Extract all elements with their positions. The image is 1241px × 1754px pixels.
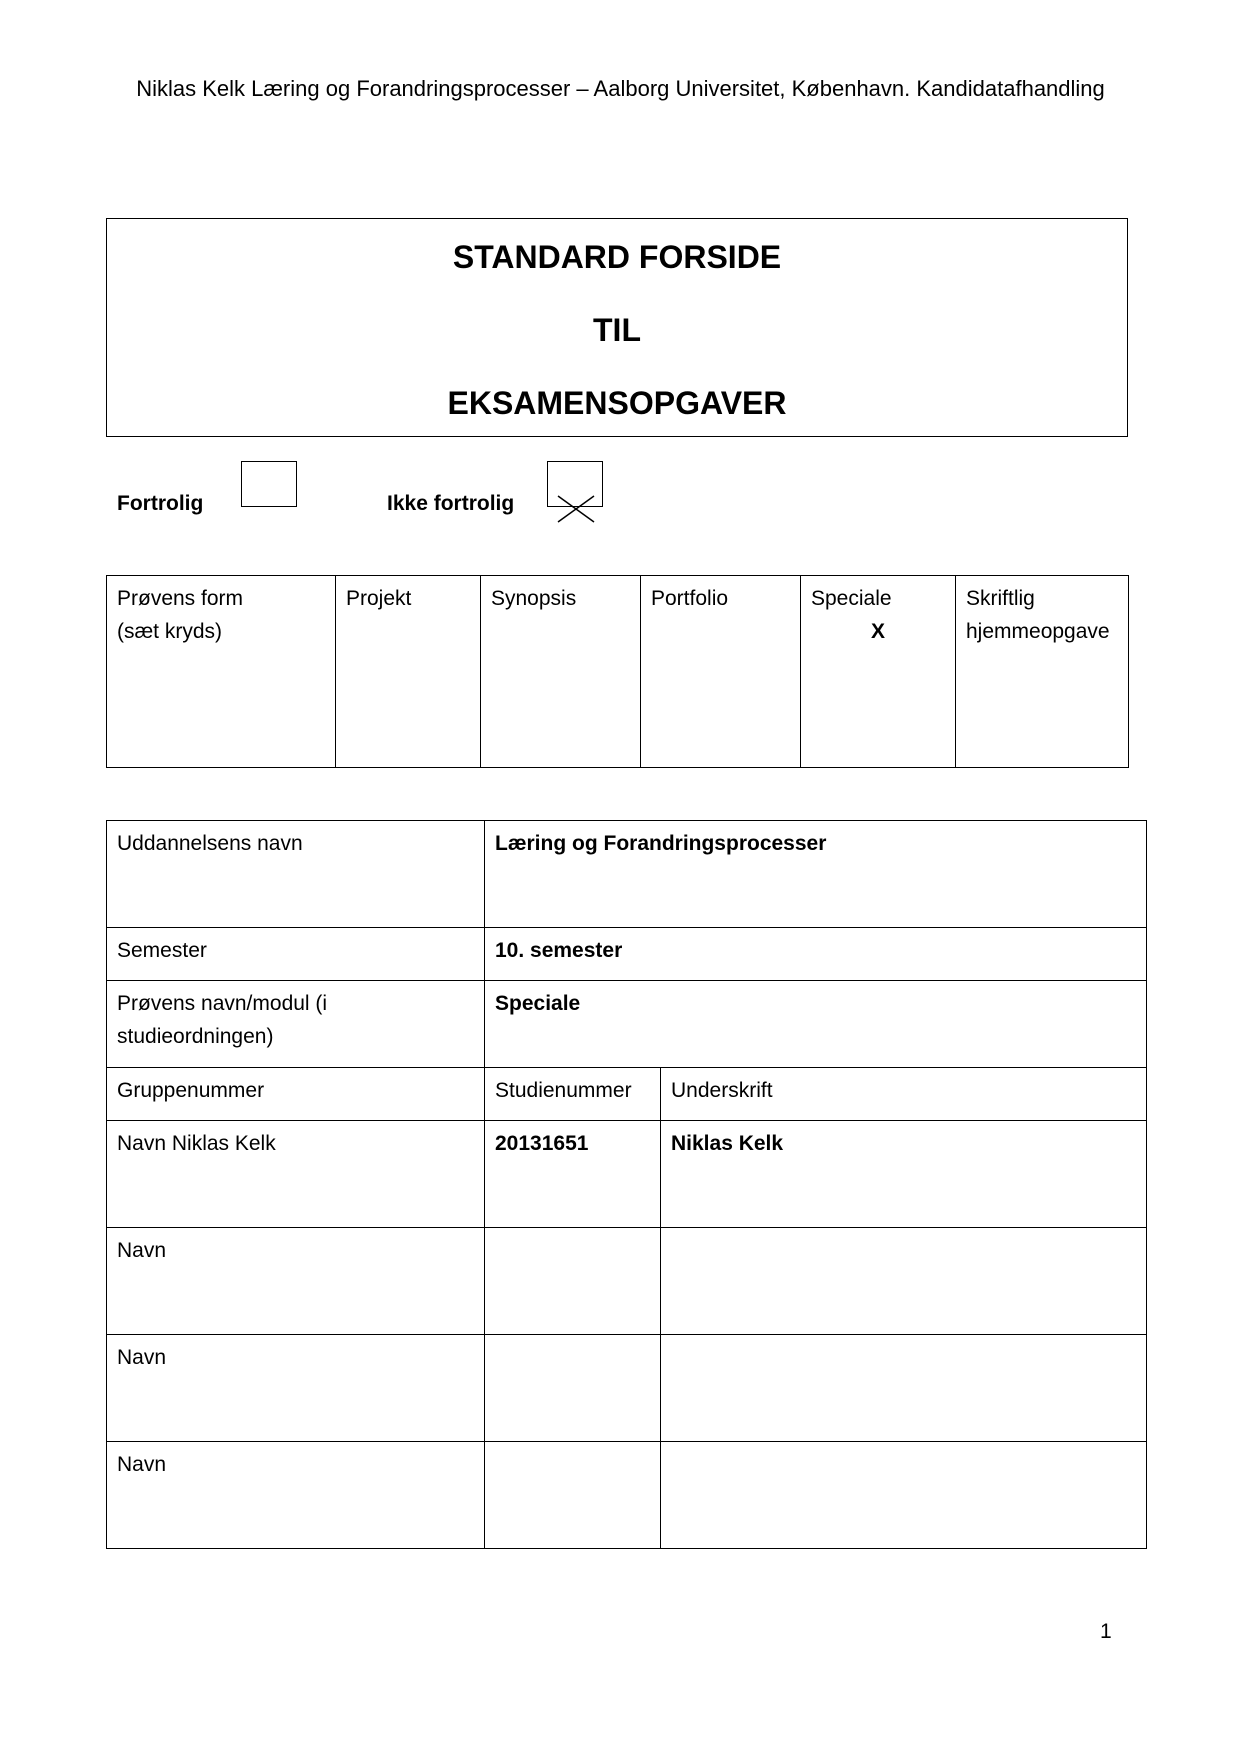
- member-name: Navn: [107, 1335, 485, 1442]
- option-label: Projekt: [346, 587, 412, 610]
- title-line-1: STANDARD FORSIDE: [452, 239, 782, 275]
- table-row: [107, 1335, 1147, 1442]
- title-line-3: EKSAMENSOPGAVER: [447, 385, 787, 421]
- confidential-checkbox[interactable]: [241, 461, 297, 507]
- exam-form-option-skriftlig[interactable]: [956, 576, 1129, 768]
- table-row: [107, 1228, 1147, 1335]
- selected-mark: X: [870, 620, 885, 643]
- member-signature: [661, 1335, 1147, 1442]
- running-header: Niklas Kelk Læring og Forandringsprocesser – Aalborg Universitet, København. Kandidatafhandling: [136, 76, 1105, 101]
- exam-form-option-speciale[interactable]: [801, 576, 956, 768]
- member-name: Navn: [107, 1442, 485, 1549]
- title-box: [106, 218, 1128, 437]
- exam-form-label: Prøvens form: [117, 587, 244, 610]
- member-signature: [661, 1228, 1147, 1335]
- exam-form-table: [106, 575, 1129, 768]
- member-student-number: [485, 1335, 661, 1442]
- exam-name-value: Speciale: [485, 981, 1147, 1068]
- table-row: [107, 1121, 1147, 1228]
- option-label: Portfolio: [651, 587, 729, 610]
- exam-form-option-portfolio[interactable]: [641, 576, 801, 768]
- member-student-number: [485, 1442, 661, 1549]
- not-confidential-label: Ikke fortrolig: [387, 492, 515, 515]
- table-row: [107, 1442, 1147, 1549]
- member-student-number: 20131651: [485, 1121, 661, 1228]
- education-value: Læring og Forandringsprocesser: [485, 821, 1147, 928]
- member-student-number: [485, 1228, 661, 1335]
- semester-label: Semester: [107, 928, 485, 981]
- option-label: Skriftlig hjemmeopgave: [966, 587, 1110, 643]
- confidential-label: Fortrolig: [117, 492, 204, 515]
- page-number: 1: [1100, 1620, 1112, 1643]
- student-number-header: Studienummer: [485, 1068, 661, 1121]
- cross-mark-icon: [546, 460, 606, 522]
- group-number-label: Gruppenummer: [107, 1068, 485, 1121]
- semester-value: 10. semester: [485, 928, 1147, 981]
- option-label: Speciale: [811, 587, 892, 610]
- option-label: Synopsis: [491, 587, 577, 610]
- exam-form-hint: (sæt kryds): [117, 620, 222, 643]
- info-table: [106, 820, 1147, 1549]
- signature-header: Underskrift: [661, 1068, 1147, 1121]
- member-signature: [661, 1442, 1147, 1549]
- member-name: Navn Niklas Kelk: [107, 1121, 485, 1228]
- not-confidential-checkbox[interactable]: [547, 461, 603, 507]
- exam-form-option-projekt[interactable]: [336, 576, 481, 768]
- title-line-2: TIL: [593, 312, 641, 348]
- education-label: Uddannelsens navn: [107, 821, 485, 928]
- member-name: Navn: [107, 1228, 485, 1335]
- exam-name-label: Prøvens navn/modul (i studieordningen): [107, 981, 485, 1068]
- exam-form-option-synopsis[interactable]: [481, 576, 641, 768]
- exam-form-label-cell: [107, 576, 336, 768]
- member-signature: Niklas Kelk: [661, 1121, 1147, 1228]
